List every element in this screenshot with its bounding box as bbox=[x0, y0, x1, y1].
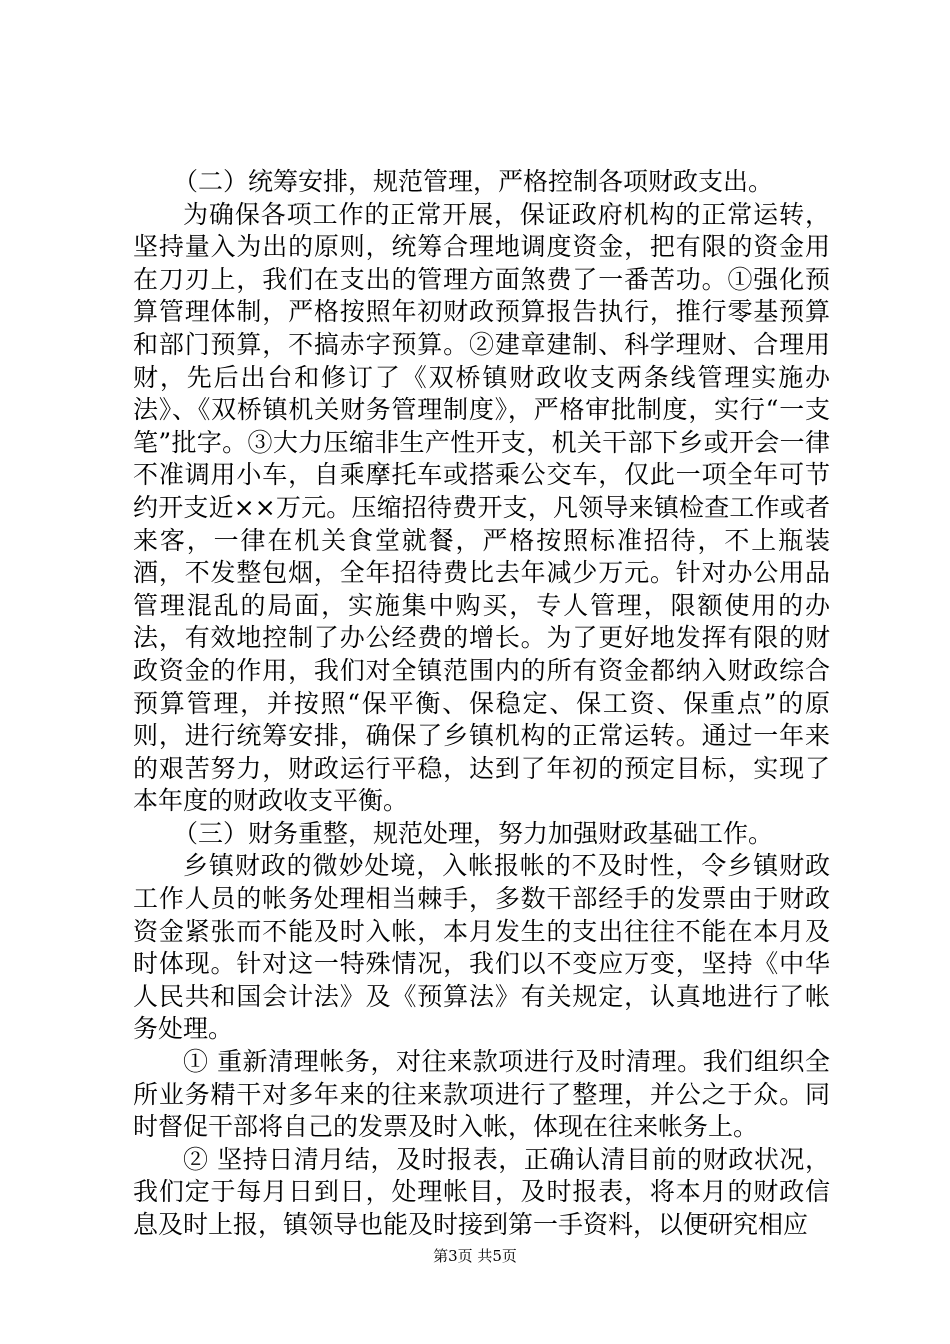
section-heading-2: （二）统筹安排，规范管理，严格控制各项财政支出。 bbox=[173, 167, 774, 196]
page-number: 第3页 共5页 bbox=[433, 1247, 517, 1265]
body-paragraph-accounting: 乡镇财政的微妙处境，入帐报帐的不及时性，令乡镇财政工作人员的帐务处理相当棘手，多数干部经手的发票由于财政资金紧张而不能及时入帐，本月发生的支出往往不能在本月及时体现。针对这一特殊情况，我们以不变应万变，坚持《中华人民共和国会计法》及《预算法》有关规定，认真地进行了帐务处理。 bbox=[133, 851, 830, 1044]
list-item-1: ① 重新清理帐务，对往来款项进行及时清理。我们组织全所业务精干对多年来的往来款项进行了整理，并公之于众。同时督促干部将自己的发票及时入帐，体现在往来帐务上。 bbox=[133, 1047, 830, 1142]
section-heading-3: （三）财务重整，规范处理，努力加强财政基础工作。 bbox=[173, 818, 774, 848]
list-item-2: ② 坚持日清月结，及时报表，正确认清目前的财政状况，我们定于每月日到日，处理帐目，及时报表，将本月的财政信息及时上报，镇领导也能及时接到第一手资料，以便研究相应 bbox=[133, 1144, 830, 1239]
body-paragraph-expenditure: 为确保各项工作的正常开展，保证政府机构的正常运转，坚持量入为出的原则，统筹合理地调度资金，把有限的资金用在刀刃上，我们在支出的管理方面煞费了一番苦功。①强化预算管理体制，严格按照年初财政预算报告执行，推行零基预算和部门预算，不搞赤字预算。②建章建制、科学理财、合理用财，先后出台和修订了《双桥镇财政收支两条线管理实施办法》、《双桥镇机关财务管理制度》，严格审批制度，实行“一支笔”批字。③大力压缩非生产性开支，机关干部下乡或开会一律不准调用小车，自乘摩托车或搭乘公交车，仅此一项全年可节约开支近××万元。压缩招待费开支，凡领导来镇检查工作或者来客，一律在机关食堂就餐，严格按照标准招待，不上瓶装酒，不发整包烟，全年招待费比去年减少万元。针对办公用品管理混乱的局面，实施集中购买，专人管理，限额使用的办法，有效地控制了办公经费的增长。为了更好地发挥有限的财政资金的作用，我们对全镇范围内的所有资金都纳入财政综合预算管理，并按照“保平衡、保稳定、保工资、保重点”的原则，进行统筹安排，确保了乡镇机构的正常运转。通过一年来的艰苦努力，财政运行平稳，达到了年初的预定目标，实现了本年度的财政收支平衡。 bbox=[133, 199, 830, 816]
document-body bbox=[133, 166, 830, 1242]
